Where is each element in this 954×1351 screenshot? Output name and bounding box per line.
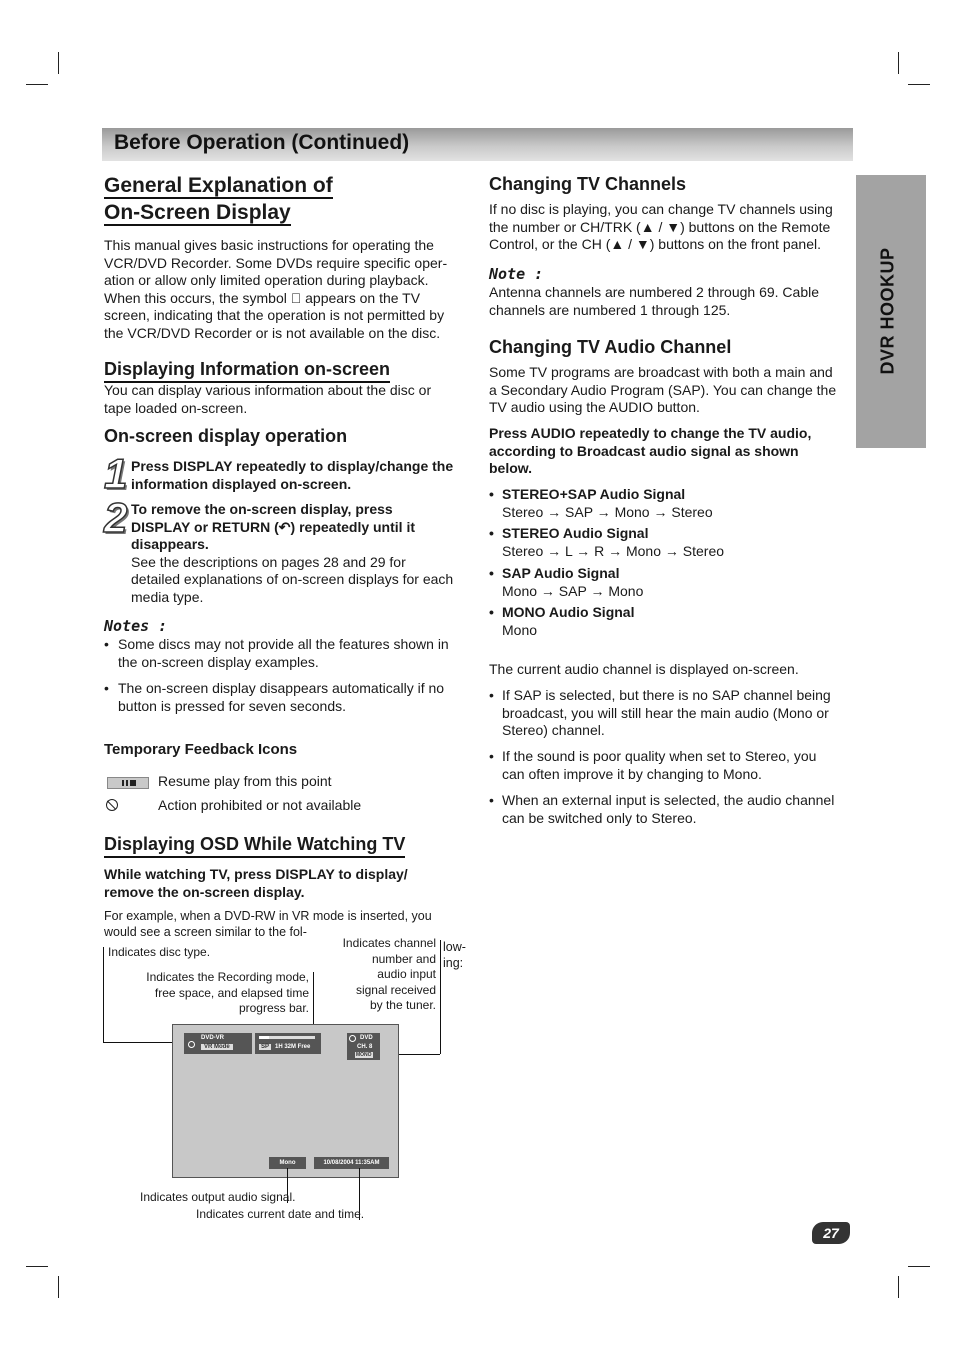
chapter-tab-label: DVR HOOKUP <box>877 247 898 375</box>
text-line: If no disc is playing, you can change TV channels using <box>489 201 833 217</box>
osd-tv-example-tail <box>443 940 466 971</box>
tv-channel-audio: MONO <box>356 1052 372 1058</box>
page-title <box>104 172 333 226</box>
text-line: screen, indicating that the operation is not permitted by <box>104 307 445 323</box>
audio-text <box>489 364 854 417</box>
tip-1 <box>502 687 852 740</box>
text-line: While watching TV, press DISPLAY to display/ <box>104 866 408 882</box>
text-line: free space, and elapsed time <box>154 985 309 1000</box>
disc-icon <box>188 1041 195 1048</box>
page-title-line2: On-Screen Display <box>104 201 291 224</box>
crop-mark <box>26 84 48 85</box>
bullet: • <box>489 486 494 502</box>
tv-rec-badge: SP <box>261 1044 270 1050</box>
signal-name: STEREO Audio Signal <box>502 525 649 541</box>
osd-operation-heading: On-screen display operation <box>104 426 348 446</box>
text-line: Press AUDIO repeatedly to change the TV audio, <box>489 425 812 441</box>
text-line: the VCR/DVD Recorder or is not available on the disc. <box>104 324 441 341</box>
text-line: Indicates the Recording mode, <box>146 970 309 984</box>
display-info-heading: Displaying Information on-screen <box>104 358 390 383</box>
note-2 <box>118 680 473 715</box>
bullet: • <box>489 604 494 620</box>
text-line: below. <box>489 460 533 476</box>
text-line: When this occurs, the symbol ⃠ appears on the TV <box>104 289 421 306</box>
text-line: the number or CH/TRK (▲ / ▼) buttons on the Remote <box>489 218 831 235</box>
feedback-resume-text: Resume play from this point <box>158 773 332 789</box>
text-line: Some discs may not provide all the features shown in <box>118 636 449 652</box>
bullet: • <box>489 792 494 808</box>
crop-mark <box>898 1276 899 1298</box>
crop-mark <box>58 52 59 74</box>
current-audio-text: The current audio channel is displayed on-screen. <box>489 661 799 677</box>
text-line: disappears. <box>131 536 209 552</box>
bullet: • <box>489 525 494 541</box>
intro-paragraph <box>104 237 469 342</box>
crop-mark <box>908 1266 930 1267</box>
text-line: Some TV programs are broadcast with both a main and <box>489 364 833 380</box>
text-line: To remove the on-screen display, press <box>131 501 393 517</box>
text-line: button is pressed for seven seconds. <box>118 697 347 714</box>
text-line: would see a screen similar to the fol- <box>104 924 307 939</box>
text-line: If the sound is poor quality when set to Stereo, you <box>502 748 817 764</box>
text-line: You can display various information about the disc or <box>104 382 432 398</box>
text-line: For example, when a DVD-RW in VR mode is inserted, you <box>104 909 432 923</box>
text-line: channels are numbered 1 through 125. <box>489 301 731 318</box>
text-line: low- <box>443 940 466 954</box>
text-line: TV audio using the AUDIO button. <box>489 399 700 415</box>
tv-screen-illustration <box>172 1024 399 1178</box>
audio-heading: Changing TV Audio Channel <box>489 337 732 357</box>
note-text <box>489 284 854 319</box>
signal-sequence: Stereo → L → R → Mono → Stereo <box>502 542 725 559</box>
signal-sequence: Stereo → SAP → Mono → Stereo <box>502 503 713 520</box>
tv-disc-type: DVD-VR <box>201 1035 225 1041</box>
text-line: a Secondary Audio Program (SAP). You can change the <box>489 381 837 398</box>
display-info-text <box>104 382 469 417</box>
channel-box <box>347 1033 380 1060</box>
leader-line <box>440 940 441 1054</box>
tip-3 <box>502 792 852 827</box>
signal-sequence: Mono → SAP → Mono <box>502 582 644 599</box>
callout-date-time: Indicates current date and time. <box>196 1207 365 1221</box>
step-2-text <box>131 501 471 606</box>
text-line: can often improve it by changing to Mono. <box>502 765 762 782</box>
text-line: detailed explanations of on-screen displays for each <box>131 571 454 587</box>
tv-mode: VR Mode <box>201 1044 233 1050</box>
tv-free-space: 1H 32M Free <box>275 1044 311 1050</box>
feedback-prohibited-text: Action prohibited or not available <box>158 797 362 813</box>
progress-bar <box>259 1036 315 1039</box>
callout-disc-type: Indicates disc type. <box>108 945 211 959</box>
text-line: Antenna channels are numbered 2 through 69. Cable <box>489 284 820 300</box>
bullet: • <box>489 687 494 703</box>
prohibited-icon <box>106 799 118 811</box>
signal-sap <box>502 565 842 600</box>
signal-name: STEREO+SAP Audio Signal <box>502 486 686 502</box>
chapter-tab <box>856 175 926 448</box>
signal-stereo <box>502 525 842 560</box>
crop-mark <box>898 52 899 74</box>
disc-type-box <box>184 1033 252 1054</box>
text-line: information displayed on-screen. <box>131 475 352 492</box>
text-line: ation or allow only limited operation during playback. <box>104 272 429 288</box>
tip-2 <box>502 748 852 783</box>
text-line: DISPLAY or RETURN (↶) repeatedly until it <box>131 518 415 535</box>
text-line: media type. <box>131 588 204 605</box>
signal-name: MONO Audio Signal <box>502 604 635 620</box>
text-line: according to Broadcast audio signal as shown <box>489 442 799 459</box>
text-line: progress bar. <box>238 1001 309 1015</box>
text-line: number and <box>371 951 436 966</box>
tv-source: DVD <box>360 1035 373 1041</box>
datetime-box: 10/08/2004 11:35AM <box>314 1157 389 1169</box>
text-line: can be switched only to Stereo. <box>502 809 697 826</box>
leader-line <box>103 947 104 1042</box>
text-line: Press DISPLAY repeatedly to display/change the <box>131 458 454 474</box>
text-line: by the tuner. <box>369 998 436 1012</box>
text-line: audio input <box>377 967 436 981</box>
channels-text <box>489 201 854 254</box>
text-line: ing: <box>443 955 464 970</box>
recording-box <box>255 1033 321 1054</box>
text-line: This manual gives basic instructions for operating the <box>104 237 434 253</box>
text-line: Indicates channel <box>342 936 436 950</box>
bullet: • <box>104 680 109 696</box>
text-line: signal received <box>355 982 436 997</box>
bullet: • <box>489 565 494 581</box>
callout-channel <box>318 936 436 1014</box>
crop-mark <box>58 1276 59 1298</box>
step-1-text <box>131 458 471 493</box>
note-1 <box>118 636 473 671</box>
text-line: tape loaded on-screen. <box>104 399 248 416</box>
channels-heading: Changing TV Channels <box>489 174 687 194</box>
text-line: broadcast, you will still hear the main audio (Mono or <box>502 704 829 721</box>
bullet: • <box>104 636 109 652</box>
page-title-line1: General Explanation of <box>104 174 333 197</box>
text-line: the on-screen display examples. <box>118 653 319 670</box>
crop-mark <box>908 84 930 85</box>
osd-tv-heading: Displaying OSD While Watching TV <box>104 833 405 858</box>
signal-name: SAP Audio Signal <box>502 565 620 581</box>
text-line: See the descriptions on pages 28 and 29 for <box>131 553 406 570</box>
tv-channel: CH. 8 <box>357 1044 373 1050</box>
callout-recording-mode <box>110 970 309 1017</box>
note-label: Note : <box>489 265 544 283</box>
source-icon <box>349 1035 356 1042</box>
signal-mono <box>502 604 842 639</box>
text-line: VCR/DVD Recorder. Some DVDs require specific oper- <box>104 254 448 271</box>
notes-label: Notes : <box>104 617 168 635</box>
osd-tv-instruction <box>104 866 469 901</box>
audio-box: Mono <box>269 1157 306 1169</box>
bullet: • <box>489 748 494 764</box>
signal-stereo-sap <box>502 486 842 521</box>
text-line: The on-screen display disappears automatically if no <box>118 680 445 696</box>
text-line: Stereo) channel. <box>502 722 605 738</box>
audio-instruction <box>489 425 854 478</box>
signal-sequence: Mono <box>502 621 538 638</box>
step-number-2: 2 <box>104 494 128 541</box>
text-line: Control, or the CH (▲ / ▼) buttons on the front panel. <box>489 236 821 252</box>
resume-icon <box>107 777 149 789</box>
text-line: If SAP is selected, but there is no SAP channel being <box>502 687 831 703</box>
step-number-1: 1 <box>104 450 128 497</box>
progress-bar-fill <box>259 1036 269 1039</box>
feedback-heading: Temporary Feedback Icons <box>104 741 298 758</box>
callout-audio-output: Indicates output audio signal. <box>140 1190 296 1204</box>
page-number: 27 <box>812 1222 850 1244</box>
text-line: When an external input is selected, the audio channel <box>502 792 835 808</box>
section-title: Before Operation (Continued) <box>114 131 410 154</box>
text-line: remove the on-screen display. <box>104 883 305 900</box>
section-header <box>102 128 853 161</box>
crop-mark <box>26 1266 48 1267</box>
